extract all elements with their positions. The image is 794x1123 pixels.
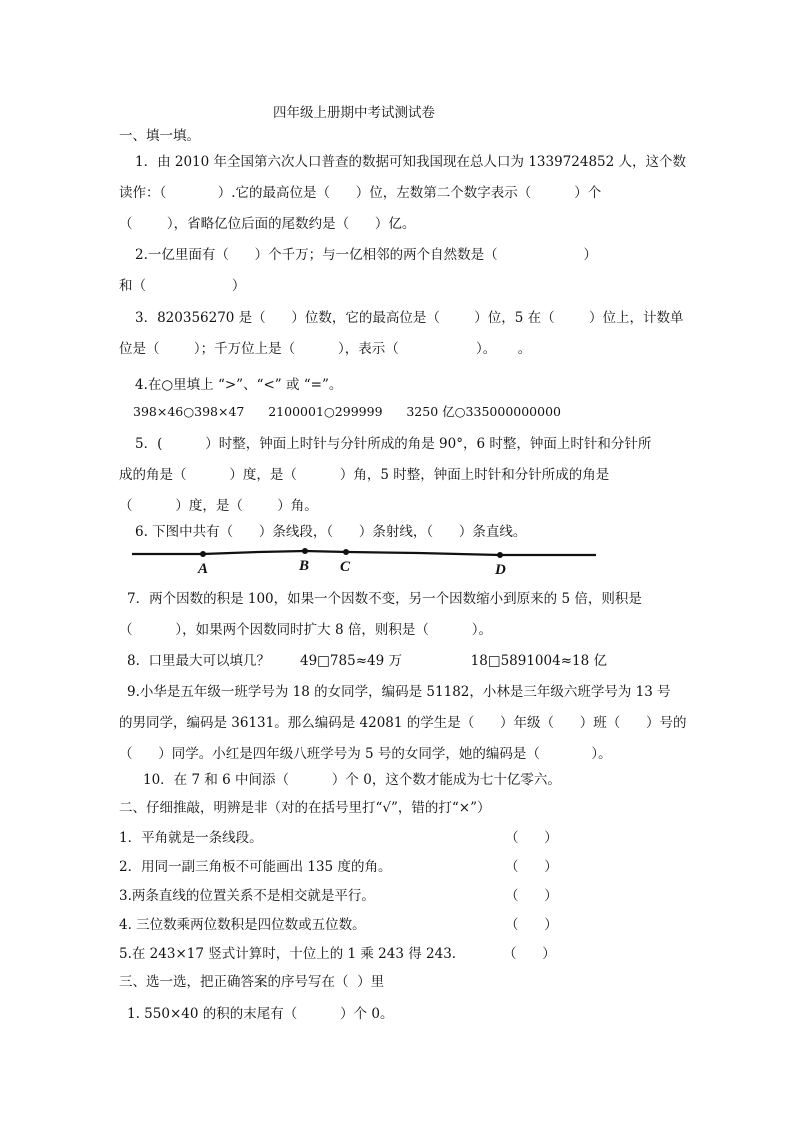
tf-bracket-4: （ ） <box>505 917 558 933</box>
q9-line-3: （ ）同学。小红是四年级八班学号为 5 号的女同学，她的编码是（ ）。 <box>119 746 612 762</box>
tf-bracket-1: （ ） <box>505 830 558 846</box>
point-label-a: A <box>198 561 209 577</box>
q2-line-2: 和（ ） <box>119 278 246 294</box>
point-d <box>497 552 503 558</box>
q4-line-2: 398×46○398×47 2100001○299999 3250 亿○335000000000 <box>133 404 561 419</box>
tf-item-3: 3.两条直线的位置关系不是相交就是平行。 <box>119 888 375 904</box>
point-label-b: B <box>299 558 310 574</box>
q4-line-1: 4.在○里填上 “>”、“<” 或 “=”。 <box>135 377 343 393</box>
q10-line-1: 10．在 7 和 6 中间添（ ）个 0，这个数才能成为七十亿零六。 <box>143 772 561 788</box>
point-c <box>343 549 349 555</box>
q1-line-2: 读作：（ ）.它的最高位是（ ）位，左数第二个数字表示（ ）个 <box>119 185 602 201</box>
q6-line-1: 6. 下图中共有（ ）条线段，（ ）条射线，（ ）条直线。 <box>135 524 527 540</box>
q3-line-1: 3．820356270 是（ ）位数，它的最高位是（ ）位，5 在（ ）位上，计数单 <box>135 310 684 326</box>
q9-line-2: 的男同学，编码是 36131。那么编码是 42081 的学生是（ ）年级（ ）班（ ）号的 <box>119 715 687 731</box>
tf-item-1: 1．平角就是一条线段。 <box>119 830 263 846</box>
q5-line-2: 成的角是（ ）度，是（ ）角，5 时整，钟面上时针和分针所成的角是 <box>119 467 610 483</box>
tf-bracket-2: （ ） <box>505 859 558 875</box>
tf-item-2: 2．用同一副三角板不可能画出 135 度的角。 <box>119 859 392 875</box>
mc-item-1: 1. 550×40 的积的末尾有（ ）个 0。 <box>127 1006 394 1022</box>
q7-line-2: （ ），如果两个因数同时扩大 8 倍，则积是（ ）。 <box>119 622 492 638</box>
q1-line-3: （ ），省略亿位后面的尾数约是（ ）亿。 <box>119 216 416 232</box>
line-diagram <box>128 542 608 578</box>
q5-line-1: 5．( ）时整，钟面上时针与分针所成的角是 90°，6 时整，钟面上时针和分针所 <box>135 436 652 452</box>
tf-item-4: 4. 三位数乘两位数积是四位数或五位数。 <box>119 917 366 933</box>
point-b <box>302 548 308 554</box>
point-a <box>200 551 206 557</box>
section-3-heading: 三、选一选，把正确答案的序号写在（ ）里 <box>119 974 385 990</box>
tf-bracket-5: （ ） <box>503 946 556 962</box>
q3-line-2: 位是（ ）；千万位上是（ ），表示（ ）。 。 <box>119 341 532 357</box>
point-label-c: C <box>340 559 351 575</box>
q5-line-3: （ ）度，是（ ）角。 <box>119 498 318 514</box>
point-label-d: D <box>495 562 506 578</box>
q7-line-1: 7．两个因数的积是 100，如果一个因数不变，另一个因数缩小到原来的 5 倍，则积是 <box>127 591 642 607</box>
section-2-heading: 二、仔细推敲，明辨是非（对的在括号里打“√”，错的打“×”） <box>119 800 491 816</box>
q8-line-1: 8. 口里最大可以填几？ 49□785≈49 万 18□5891004≈18 亿 <box>127 653 607 669</box>
tf-bracket-3: （ ） <box>505 888 558 904</box>
tf-item-5: 5.在 243×17 竖式计算时，十位上的 1 乘 243 得 243. <box>119 946 457 962</box>
q1-line-1: 1．由 2010 年全国第六次人口普查的数据可知我国现在总人口为 1339724852 人，这个数 <box>135 154 687 170</box>
q2-line-1: 2.一亿里面有（ ）个千万；与一亿相邻的两个自然数是（ ） <box>135 247 597 263</box>
q9-line-1: 9.小华是五年级一班学号为 18 的女同学，编码是 51182，小林是三年级六班学号为 13 号 <box>127 684 671 700</box>
section-1-heading: 一、填一填。 <box>119 128 200 144</box>
page-title: 四年级上册期中考试测试卷 <box>273 105 435 121</box>
